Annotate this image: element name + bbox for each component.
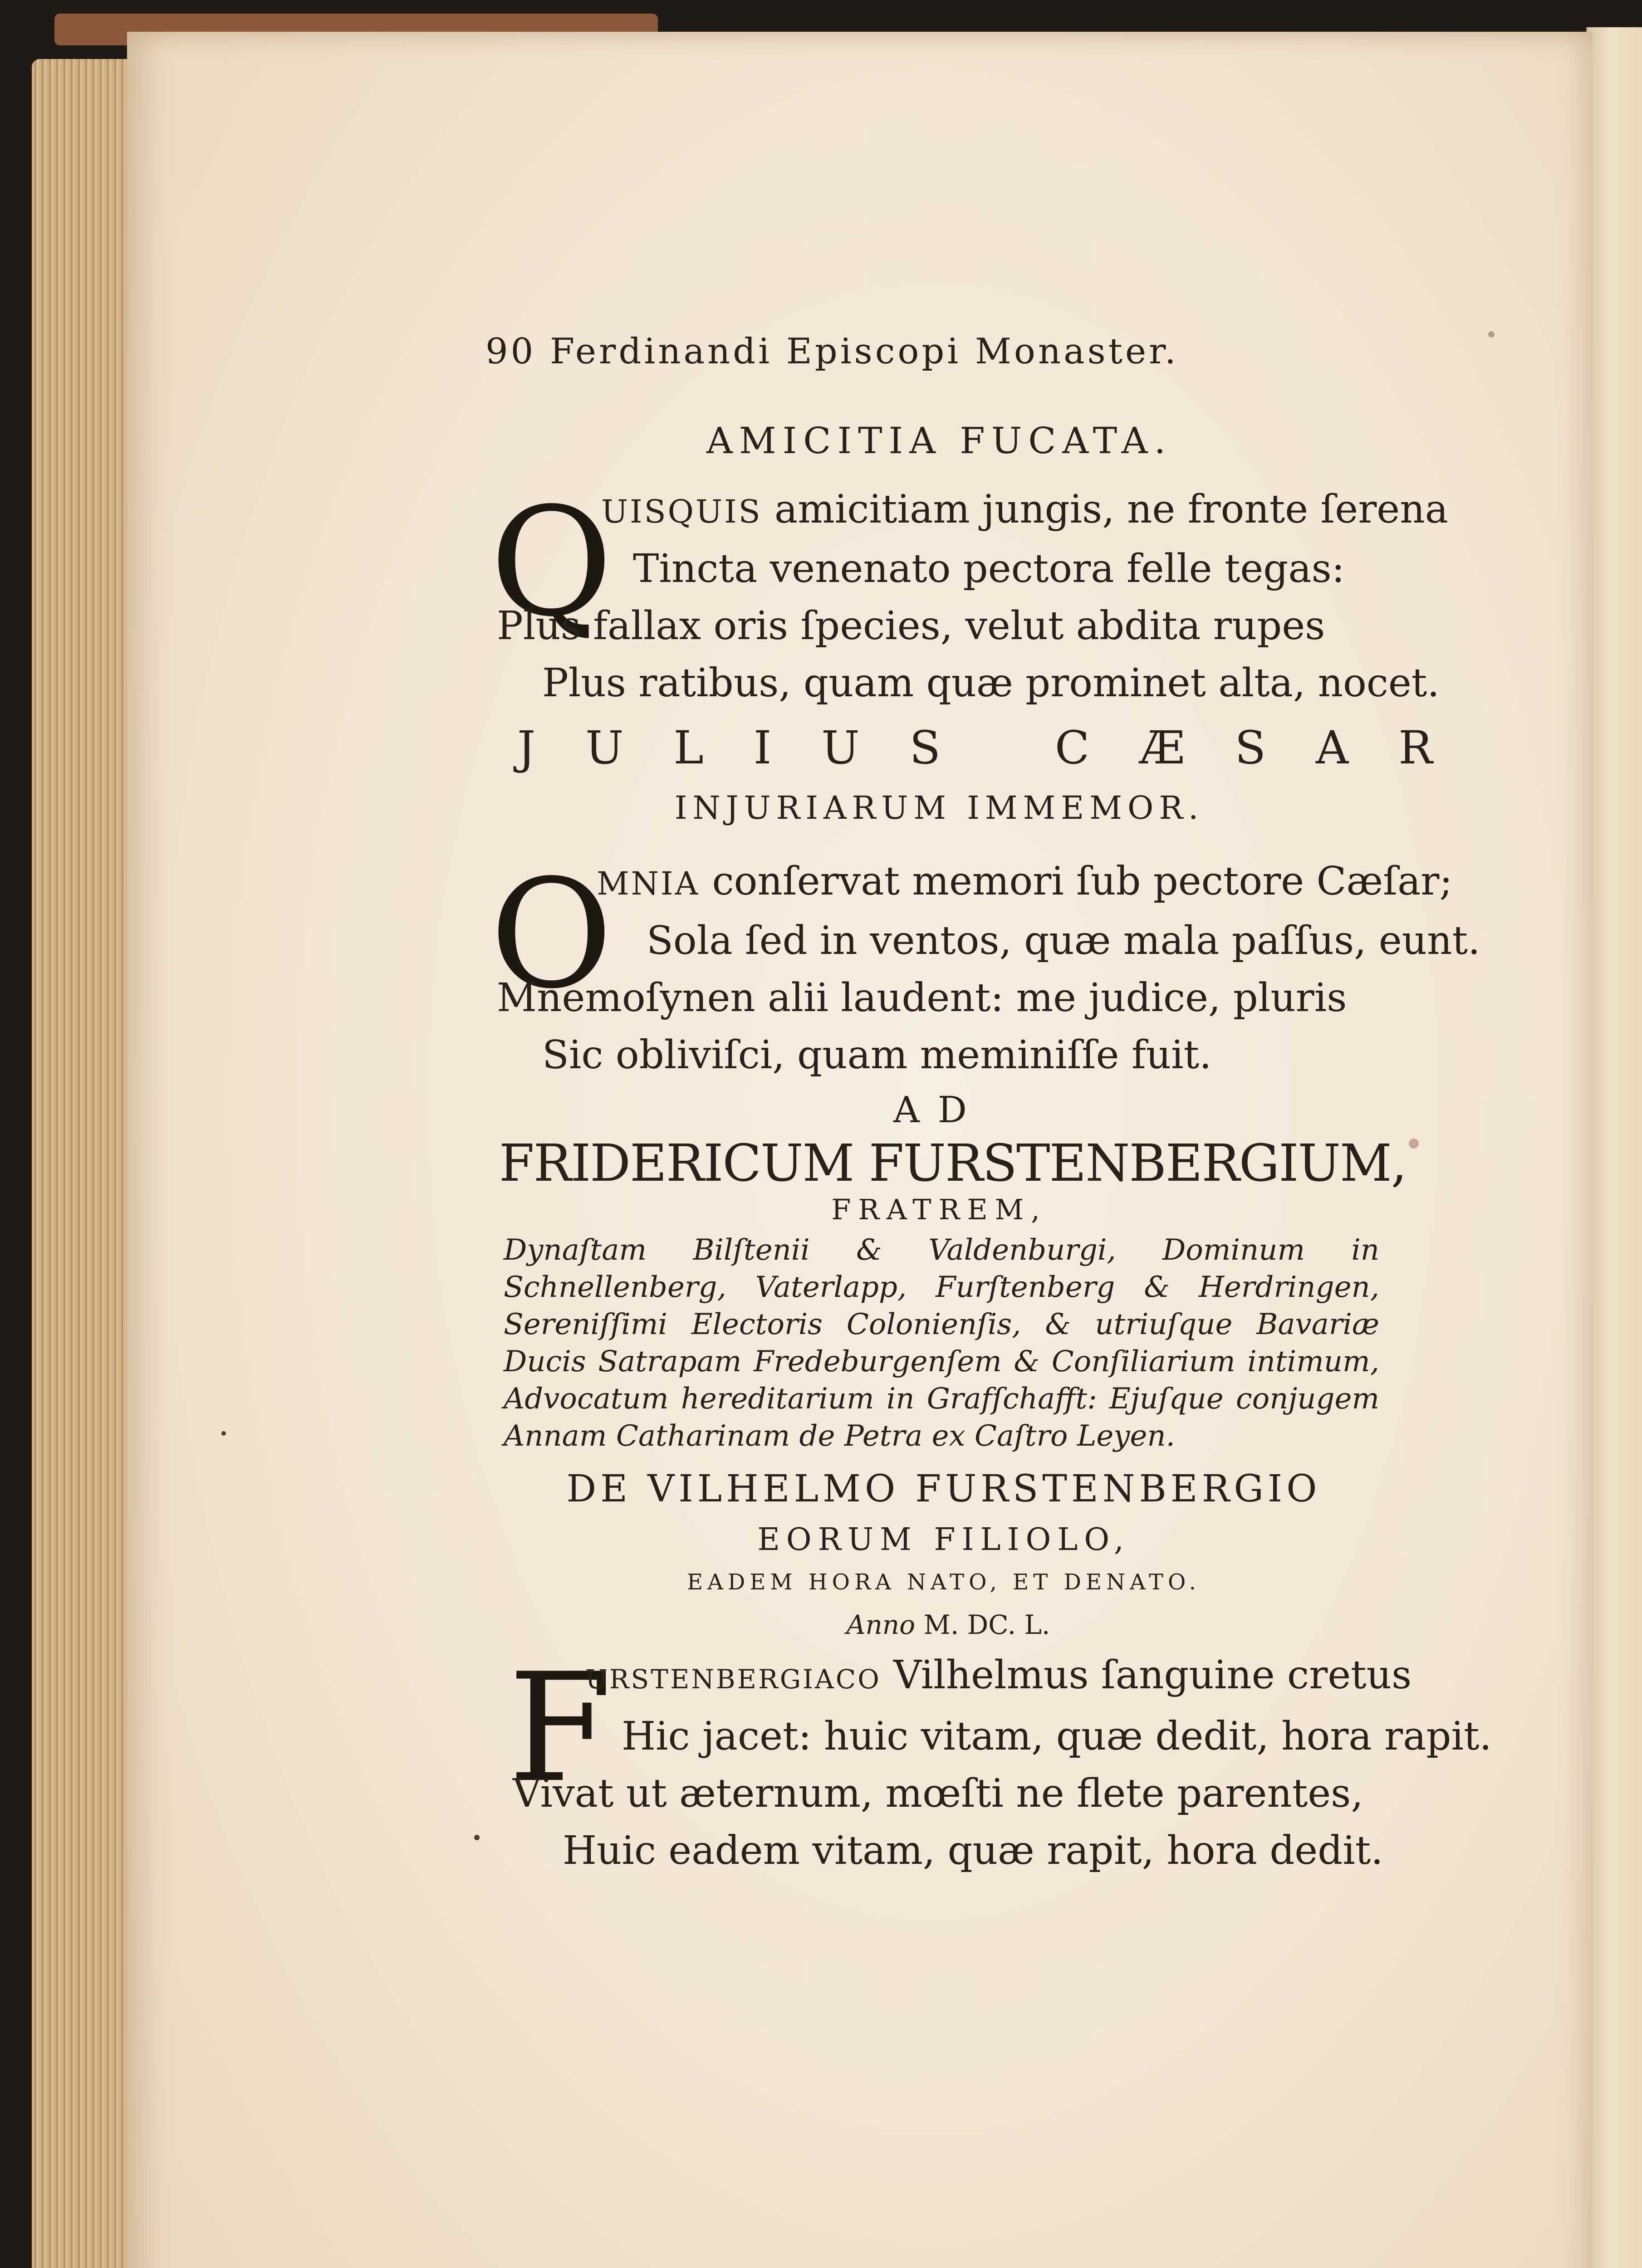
- poem2-first-word: MNIA: [597, 865, 700, 902]
- poem3-anno-word: Anno: [846, 1609, 916, 1640]
- paper-speck: [1488, 331, 1495, 337]
- poem1-line3: Plus fallax oris ſpecies, velut abdita rupes: [497, 603, 1325, 649]
- poem3-eadem: EADEM HORA NATO, ET DENATO.: [687, 1569, 1201, 1595]
- poem3-anno: [708, 1609, 1189, 1640]
- poem1-title: AMICITIA FUCATA.: [706, 420, 1172, 462]
- poem1-first-word: UISQUIS: [601, 493, 762, 530]
- poem3-line1-text: Vilhelmus ſanguine cretus: [881, 1652, 1412, 1698]
- poem3-body: [513, 1647, 1492, 1879]
- poem3-name: FRIDERICUM FURSTENBERGIUM,: [499, 1134, 1407, 1193]
- poem3-dedication: Dynaſtam Bilſtenii & Valdenburgi, Dominum in Schnellenberg, Vaterlapp, Furſtenberg & Herdringen, Sereniſſimi Electoris Colonienſis, & utriuſque Bavariæ Ducis Satrapam Fredeburgenſem & Conſiliarium intimum, Advocatum hereditarium in Grafſchafft: Ejuſque conjugem Annam Catharinam de Petra ex Caſtro Leyen.: [504, 1233, 1379, 1453]
- running-head: 90 Ferdinandi Episcopi Monaster.: [485, 331, 1179, 372]
- facing-page-edge: [1586, 27, 1642, 2268]
- poem1-dropcap: Q: [490, 475, 613, 650]
- paper-speck: [1409, 1139, 1419, 1149]
- poem2-line1-text: conſervat memori ſub pectore Cæſar;: [700, 859, 1453, 904]
- paper-speck: [221, 1431, 226, 1436]
- poem2-dropcap: O: [490, 847, 613, 1022]
- poem3-eorum: EORUM FILIOLO,: [757, 1522, 1130, 1558]
- page-block-edge-left: [32, 59, 136, 2268]
- poem1-line1: [497, 481, 1448, 540]
- poem1-body: [497, 481, 1448, 712]
- poem1-line2: Tincta venenato pectora felle tegas:: [633, 546, 1345, 591]
- poem3-line3: Vivat ut æternum, mœſti ne flete parentes,: [513, 1771, 1363, 1816]
- poem3-ad: AD: [893, 1089, 985, 1131]
- poem3-dropcap: F: [508, 1641, 612, 1815]
- poem3-line1: [513, 1647, 1412, 1708]
- poem2-line3: Mnemoſynen alii laudent: me judice, pluris: [497, 975, 1347, 1021]
- poem2-title: JULIUS CÆSAR: [517, 721, 1483, 774]
- poem2-line2: Sola ſed in ventos, quæ mala paſſus, eunt.: [647, 918, 1480, 963]
- poem3-anno-year: M. DC. L.: [915, 1609, 1050, 1640]
- poem3-first-word: URSTENBERGIACO: [585, 1664, 881, 1695]
- poem2-body: [497, 853, 1480, 1084]
- poem2-subtitle: INJURIARUM IMMEMOR.: [674, 789, 1204, 826]
- poem2-line4: Sic obliviſci, quam meminiſſe fuit.: [542, 1032, 1212, 1078]
- poem3-line2: Hic jacet: huic vitam, quæ dedit, hora rapit.: [622, 1714, 1492, 1759]
- poem3-de: DE VILHELMO FURSTENBERGIO: [566, 1467, 1321, 1510]
- poem3-line4: Huic eadem vitam, quæ rapit, hora dedit.: [563, 1828, 1383, 1873]
- poem3-fratrem: FRATREM,: [831, 1193, 1047, 1226]
- poem1-line4: Plus ratibus, quam quæ prominet alta, nocet.: [542, 660, 1440, 706]
- poem2-line1: [497, 853, 1453, 912]
- paper-speck: [474, 1835, 480, 1840]
- poem1-line1-text: amicitiam jungis, ne fronte ſerena: [762, 487, 1448, 532]
